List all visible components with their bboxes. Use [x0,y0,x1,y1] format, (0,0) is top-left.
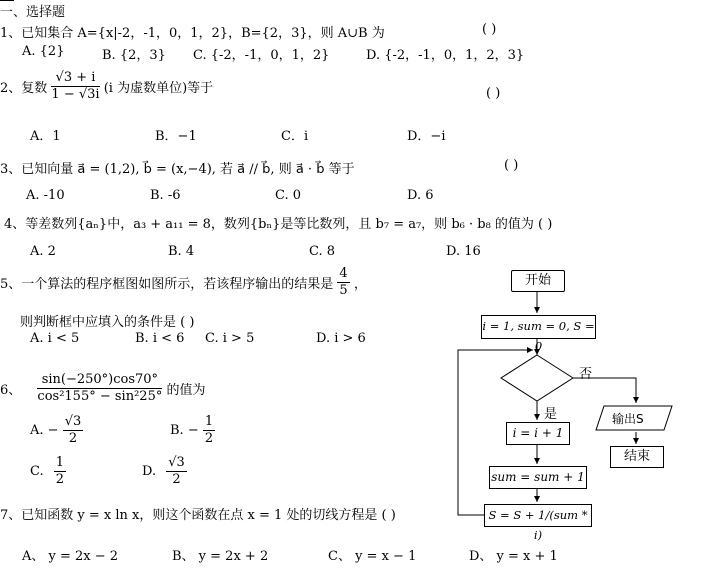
q7-option-c[interactable]: C、 y = x − 1 [328,549,417,564]
q7-stem: 7、已知函数 y = x ln x，则这个函数在点 x = 1 处的切线方程是 ( ) [0,508,396,523]
q3-option-c[interactable]: C. 0 [275,188,302,203]
q1-option-a[interactable]: A. {2} [22,44,65,59]
q2-paren: ( ) [486,86,501,101]
q2-option-c[interactable]: C．i [281,129,309,144]
q1-option-c[interactable]: C. {-2，-1，0，1，2} [193,48,330,63]
q6-suffix: 的值为 [166,383,206,398]
q6-option-a-sign: − [47,423,59,438]
q1-paren: ( ) [482,22,497,37]
q5-line2: 则判断框中应填入的条件是 ( ) [20,315,195,330]
q2-suffix: (i 为虚数单位)等于 [103,81,214,96]
flowchart-s-update: S = S + 1/(sum * i) [484,504,592,527]
q3-stem: 3、已知向量 a⃗ = (1,2), b⃗ = (x,−4), 若 a⃗ // b⃗, 则 a⃗ · b⃗ 等于 [0,162,355,177]
q6-numerator: sin(−250°)cos70° [37,372,162,389]
q4-option-b[interactable]: B. 4 [168,244,195,259]
flowchart-output-label: 输出S [612,412,644,426]
q2-numerator: √3 + i [51,70,99,87]
q2-option-b[interactable]: B．−1 [155,129,197,144]
flowchart-increment: i = i + 1 [506,422,570,445]
q6-option-c-den: 2 [55,472,65,487]
q4-option-d[interactable]: D. 16 [446,244,481,259]
q6-option-a-num: √3 [64,414,82,429]
flowchart-init: i = 1, sum = 0, S = 0 [481,315,596,339]
q5-denominator: 5 [339,283,348,298]
q4-option-c[interactable]: C. 8 [309,244,336,259]
q3-option-b[interactable]: B. -6 [150,188,181,203]
q6-option-b-num: 1 [204,414,214,429]
q2-option-a[interactable]: A．1 [30,129,61,144]
q5-option-a[interactable]: A. i < 5 [30,331,80,346]
q6-option-b-label: B. [170,423,184,438]
q6-option-d-den: 2 [172,472,181,487]
q1-option-d[interactable]: D. {-2，-1，0，1，2，3} [366,48,525,63]
q6-option-d-num: √3 [168,455,185,470]
q6-option-c-num: 1 [55,455,65,470]
q6-option-b-den: 2 [204,431,214,446]
q5-tail: ， [353,277,367,292]
q6-option-d-label: D. [142,464,157,479]
q6-option-a-label: A. [30,423,44,438]
q7-option-b[interactable]: B、 y = 2x + 2 [172,549,269,564]
q3-option-d[interactable]: D. 6 [407,188,434,203]
q6-option-b-sign: − [187,423,199,438]
q5-text: 5、一个算法的程序框图如图所示，若该程序输出的结果是 [0,277,334,292]
q6-denominator: cos²155° − sin²25° [37,389,163,404]
q4-option-a[interactable]: A. 2 [30,244,56,259]
q7-option-d[interactable]: D、 y = x + 1 [469,549,558,564]
flowchart-end: 结束 [610,446,664,468]
q1-option-b[interactable]: B. {2，3} [102,48,166,63]
q7-option-a[interactable]: A、 y = 2x − 2 [22,549,119,564]
q2-option-d[interactable]: D．−i [407,129,446,144]
q4-stem: 4、等差数列{aₙ}中，a₃ + a₁₁ = 8，数列{bₙ}是等比数列，且 b₇ = a₇，则 b₆ · b₈ 的值为 ( ) [4,217,553,232]
q5-option-b[interactable]: B. i < 6 [135,331,185,346]
q6-option-c-label: C. [30,464,44,479]
flowchart-no-label: 否 [579,367,593,382]
q3-paren: ( ) [504,158,519,173]
q6-option-a-den: 2 [68,431,78,446]
flowchart-decision-diamond [501,355,573,401]
q5-numerator: 4 [339,266,348,281]
q5-option-d[interactable]: D. i > 6 [316,331,366,346]
flowchart-yes-label: 是 [544,407,558,422]
q5-option-c[interactable]: C. i > 5 [205,331,255,346]
q2-prefix: 2、复数 [0,81,48,96]
q3-option-a[interactable]: A. -10 [26,188,65,203]
q6-prefix: 6、 [0,383,22,398]
section-title: 一、选择题 [0,5,66,20]
flowchart-sum-update: sum = sum + 1 [489,466,587,489]
flowchart-start: 开始 [511,270,565,292]
q2-denominator: 1 − √3i [51,87,100,102]
q1-stem: 1、已知集合 A={x|-2，-1，0，1，2}，B={2，3}，则 A∪B 为 [0,26,385,41]
